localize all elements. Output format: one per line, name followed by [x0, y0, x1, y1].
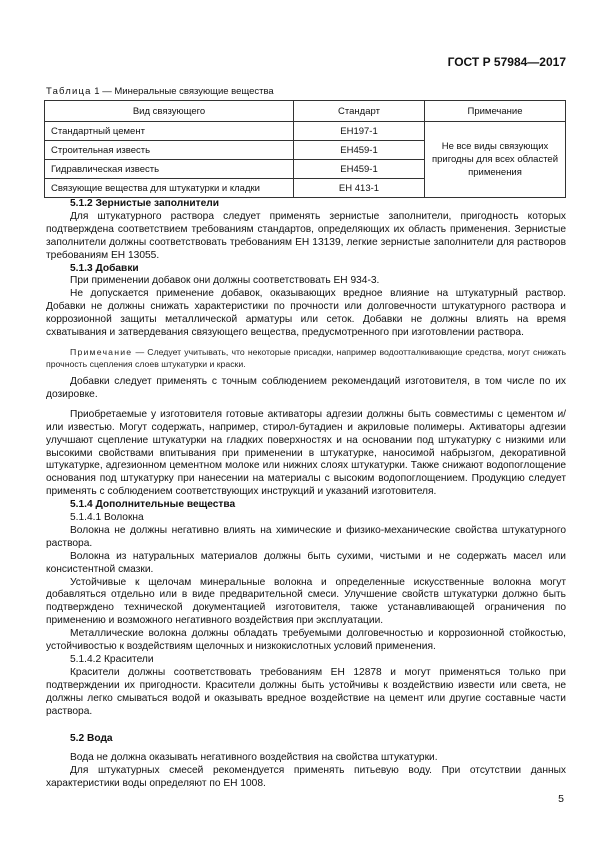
table-caption [46, 86, 274, 97]
paragraph: Вода не должна оказывать негативного воздействия на свойства штукатурки. [70, 752, 438, 764]
section-heading-5-2: 5.2 Вода [70, 732, 113, 744]
note-paragraph [46, 346, 566, 370]
paragraph: Приобретаемые у изготовителя готовые активаторы адгезии должны быть совместимы с цементом и/или известью. Могут содержать, например, стирол-бутадиен и акриловые полимеры. Активаторы адгезии улучшают сцепление штукатурки на гладких поверхностях и на основании под штукатурку с низкими или высокими свойствами впитывания при применении в штукатурке, наносимой набрызгом, декоративной штукатурке, адгезионном цементном молоке или нижних слоях штукатурки. Также снижают водопоглощение основания под штукатурку при нанесении на материалы с высоким водопоглощением. Продукцию следует применять с соблюдением соответствующих инструкций и указаний изготовителя. [46, 408, 566, 498]
paragraph: Металлические волокна должны обладать требуемыми долговечностью и коррозионной стойкостью, устойчивостью к воздействиям щелочных и низкокислотных условий применения. [46, 628, 566, 653]
section-heading-5-1-2: 5.1.2 Зернистые заполнители [70, 198, 220, 209]
column-header-type: Вид связующего [45, 101, 294, 122]
paragraph: Для штукатурного раствора следует применять зернистые заполнители, пригодность которых подтверждена соответствием требованиям стандартов, определяющих их область применения. Зернистые заполнители должны соответствовать требованиям ЕН 13139, легкие зернистые заполнители для растворов требованиям ЕН 13055. [46, 210, 566, 261]
table-header-row [45, 101, 566, 122]
section-heading-5-1-3: 5.1.3 Добавки [70, 262, 139, 274]
paragraph: Для штукатурных смесей рекомендуется применять питьевую воду. При отсутствии данных характеристики воды определяют по ЕН 1008. [46, 765, 566, 790]
standard-cell: ЕН197-1 [294, 122, 425, 141]
page-number: 5 [558, 793, 564, 805]
section-heading-5-1-4: 5.1.4 Дополнительные вещества [70, 499, 236, 511]
binder-type-cell: Гидравлическая известь [45, 160, 294, 179]
subsection-heading-5-1-4-1: 5.1.4.1 Волокна [70, 512, 144, 524]
table-caption-prefix: Таблица [46, 86, 92, 97]
paragraph: Волокна из натуральных материалов должны быть сухими, чистыми и не содержать масел или консистентной смазки. [46, 550, 566, 575]
paragraph: Волокна не должны негативно влиять на химические и физико-механические свойства штукатурного раствора. [46, 524, 566, 549]
note-label: Примечание [70, 346, 133, 357]
standard-cell: ЕН459-1 [294, 160, 425, 179]
standard-cell: ЕН459-1 [294, 141, 425, 160]
table-caption-title: 1 — Минеральные связующие вещества [91, 86, 274, 97]
subsection-heading-5-1-4-2: 5.1.4.2 Красители [70, 654, 154, 665]
paragraph: Красители должны соответствовать требованиям ЕН 12878 и могут применяться только при подтверждении их пригодности. Красители должны быть устойчивы к воздействию извести или света, не должны легко смываться водой и оказывать вредное воздействие на цемент или другие составные части раствора. [46, 666, 566, 717]
body-text [46, 198, 566, 791]
note-text: — Следует учитывать, что некоторые присадки, например водоотталкивающие средства, могут снижать прочность сцепления слоев штукатурки и краски. [46, 346, 566, 369]
paragraph: Устойчивые к щелочам минеральные волокна и определенные искусственные волокна могут добавляться отдельно или в виде предварительной смеси. Улучшение свойств штукатурки должно быть подтверждено технической документацией изготовителя, также устанавливающей ограничения по применению и возможного негативного воздействия при эксплуатации. [46, 576, 566, 627]
note-cell: Не все виды связующих пригодны для всех областей применения [425, 122, 566, 198]
standard-code: ГОСТ Р 57984—2017 [447, 55, 566, 69]
column-header-standard: Стандарт [294, 101, 425, 122]
column-header-note: Примечание [425, 101, 566, 122]
table-row [45, 122, 566, 141]
paragraph: Добавки следует применять с точным соблюдением рекомендаций изготовителя, в том числе по их дозировке. [46, 375, 566, 400]
paragraph: При применении добавок они должны соответствовать ЕН 934-3. [70, 275, 380, 287]
paragraph: Не допускается применение добавок, оказывающих вредное влияние на штукатурный раствор. Добавки не должны снижать характеристики по прочности или долговечности штукатурного раствора и коррозионной защиты металлической арматуры или сеток. Добавки не должны влиять на время схватывания и затвердевания связующего вещества, предусмотренного при изготовлении раствора. [46, 288, 566, 339]
standard-cell: ЕН 413-1 [294, 179, 425, 198]
binder-type-cell: Строительная известь [45, 141, 294, 160]
binders-table [44, 100, 566, 198]
binder-type-cell: Связующие вещества для штукатурки и кладки [45, 179, 294, 198]
binder-type-cell: Стандартный цемент [45, 122, 294, 141]
